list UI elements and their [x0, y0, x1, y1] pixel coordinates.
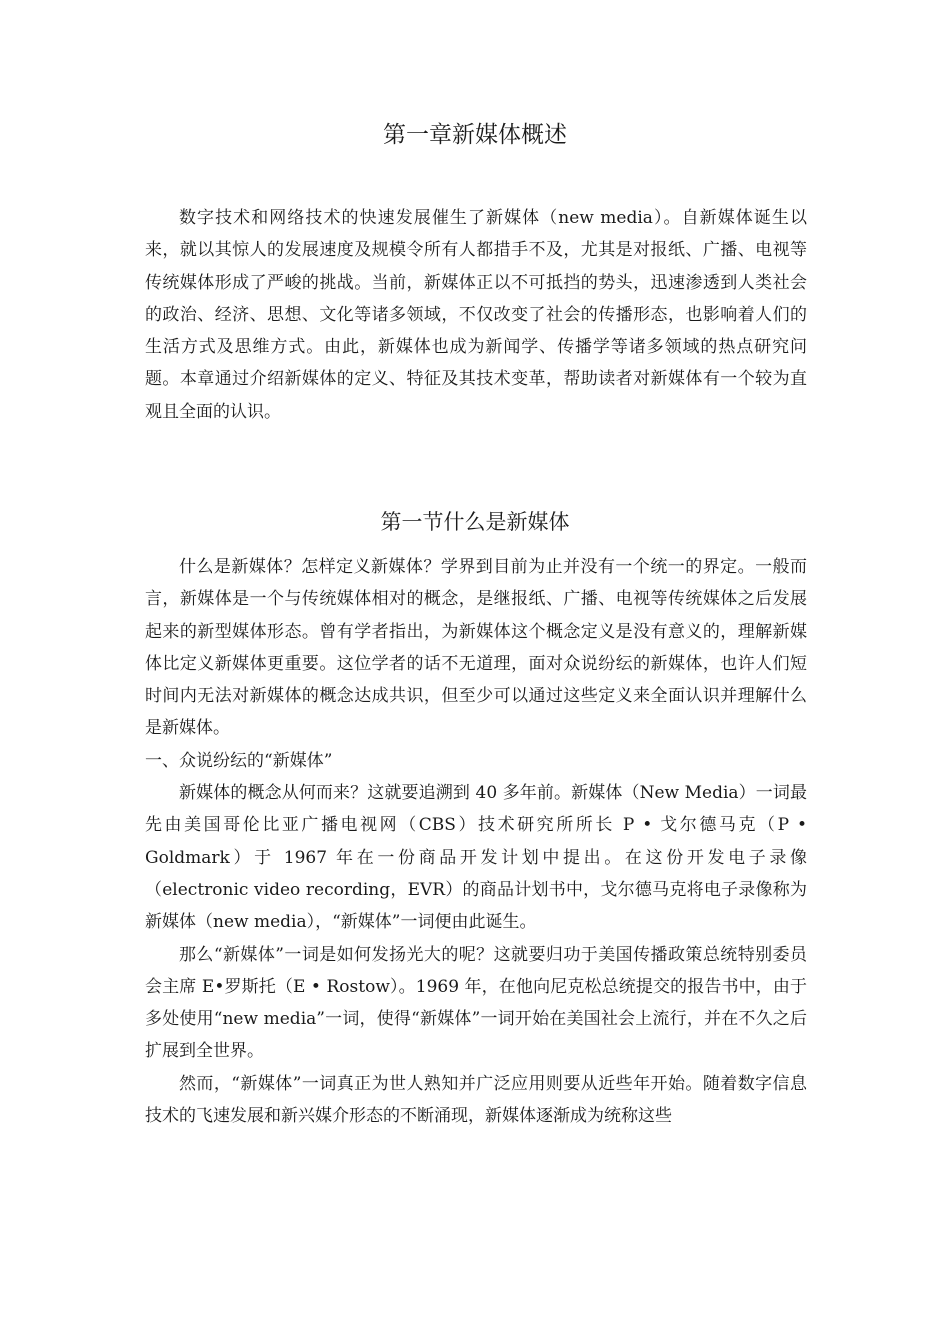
subheading: 一、众说纷纭的“新媒体”	[145, 750, 333, 771]
popularity-paragraph: 然而，“新媒体”一词真正为世人熟知并广泛应用则要从近些年开始。随着数字信息技术的飞速发展和新兴媒介形态的不断涌现，新媒体逐渐成为统称这些	[145, 1073, 807, 1127]
chapter-title: 第一章新媒体概述	[383, 122, 567, 148]
definition-paragraph: 什么是新媒体？怎样定义新媒体？学界到目前为止并没有一个统一的界定。一般而言，新媒体是一个与传统媒体相对的概念，是继报纸、广播、电视等传统媒体之后发展起来的新型媒体形态。曾有学者指出，为新媒体这个概念定义是没有意义的，理解新媒体比定义新媒体更重要。这位学者的话不无道理，面对众说纷纭的新媒体，也许人们短时间内无法对新媒体的概念达成共识，但至少可以通过这些定义来全面认识并理解什么是新媒体。	[145, 557, 807, 739]
intro-section	[145, 202, 807, 428]
intro-paragraph: 数字技术和网络技术的快速发展催生了新媒体（new media）。自新媒体诞生以来，就以其惊人的发展速度及规模令所有人都措手不及，尤其是对报纸、广播、电视等传统媒体形成了严峻的挑战。当前，新媒体正以不可抵挡的势头，迅速渗透到人类社会的政治、经济、思想、文化等诸多领域，不仅改变了社会的传播形态，也影响着人们的生活方式及思维方式。由此，新媒体也成为新闻学、传播学等诸多领域的热点研究问题。本章通过介绍新媒体的定义、特征及其技术变革，帮助读者对新媒体有一个较为直观且全面的认识。	[145, 208, 807, 422]
spread-paragraph: 那么“新媒体”一词是如何发扬光大的呢？这就要归功于美国传播政策总统特别委员会主席 E•罗斯托（E • Rostow）。1969 年，在他向尼克松总统提交的报告书中，由于多处使用“new media”一词，使得“新媒体”一词开始在美国社会上流行，并在不久之后扩展到全世界。	[145, 944, 807, 1062]
section-body	[145, 551, 807, 1132]
origin-paragraph: 新媒体的概念从何而来？这就要追溯到 40 多年前。新媒体（New Media）一词最先由美国哥伦比亚广播电视网（CBS）技术研究所所长 P • 戈尔德马克（P • Goldmark）于 1967 年在一份商品开发计划中提出。在这份开发电子录像（electronic video recording，EVR）的商品计划书中，戈尔德马克将电子录像称为新媒体（new media），“新媒体”一词便由此诞生。	[145, 783, 807, 933]
section-title: 第一节什么是新媒体	[380, 510, 570, 534]
